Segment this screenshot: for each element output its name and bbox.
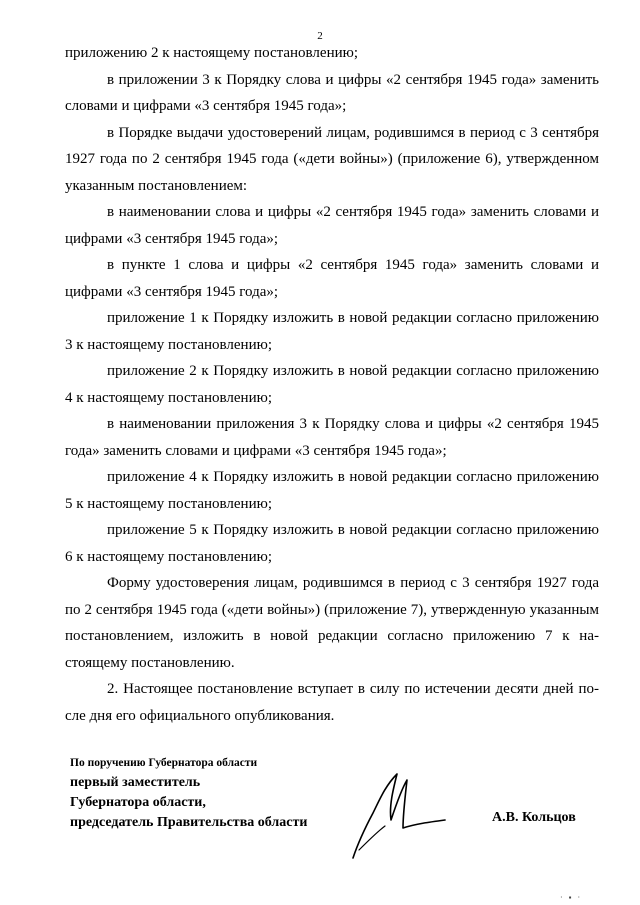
page-number: 2: [317, 30, 323, 42]
paragraph: приложение 4 к Порядку изложить в новой редакции согласно приложению 5 к настоящему постановлению;: [65, 469, 599, 512]
document-body: [65, 40, 599, 729]
paragraph: приложению 2 к настоящему постановлению;: [65, 45, 358, 61]
paragraph: 2. Настоящее постановление вступает в силу по истечении десяти дней после дня его официального опубликования.: [65, 681, 599, 724]
scan-mark: · ▪ ·: [560, 893, 583, 902]
signatory-name: А.В. Кольцов: [492, 810, 576, 825]
paragraph: приложение 2 к Порядку изложить в новой редакции согласно приложению 4 к настоящему постановлению;: [65, 363, 599, 406]
signatory-title: [70, 773, 307, 833]
handwritten-signature: [345, 768, 455, 863]
signatory-title-line: председатель Правительства области: [70, 815, 308, 830]
paragraph: приложение 1 к Порядку изложить в новой редакции согласно приложению 3 к настоящему постановлению;: [65, 310, 599, 353]
paragraph: в наименовании приложения 3 к Порядку слова и цифры «2 сентября 1945 года» заменить словами и цифрами «3 сентября 1945 года»;: [65, 416, 599, 459]
signatory-title-line: первый заместитель: [70, 775, 201, 790]
paragraph: в приложении 3 к Порядку слова и цифры «2 сентября 1945 года» заменить словами и цифрами «3 сентября 1945 года»;: [65, 71, 599, 114]
paragraph: в наименовании слова и цифры «2 сентября 1945 года» заменить словами и цифрами «3 сентября 1945 года»;: [65, 204, 599, 247]
signature-by-order: По поручению Губернатора области: [70, 757, 258, 769]
paragraph: в пункте 1 слова и цифры «2 сентября 1945 года» заменить словами и цифрами «3 сентября 1945 года»;: [65, 257, 599, 300]
signatory-title-line: Губернатора области,: [70, 795, 206, 810]
paragraph: в Порядке выдачи удостоверений лицам, родившимся в период с 3 сентября 1927 года по 2 сентября 1945 года («дети войны») (приложение 6), утвержденном указанным постановлением:: [65, 124, 599, 194]
paragraph: приложение 5 к Порядку изложить в новой редакции согласно приложению 6 к настоящему постановлению;: [65, 522, 599, 565]
paragraph: Форму удостоверения лицам, родившимся в период с 3 сентября 1927 года по 2 сентября 1945 года («дети войны») (приложение 7), утвержденную указанным постановлением, изложить в новой редакции согласно приложению 7 к настоящему постановлению.: [65, 575, 599, 671]
